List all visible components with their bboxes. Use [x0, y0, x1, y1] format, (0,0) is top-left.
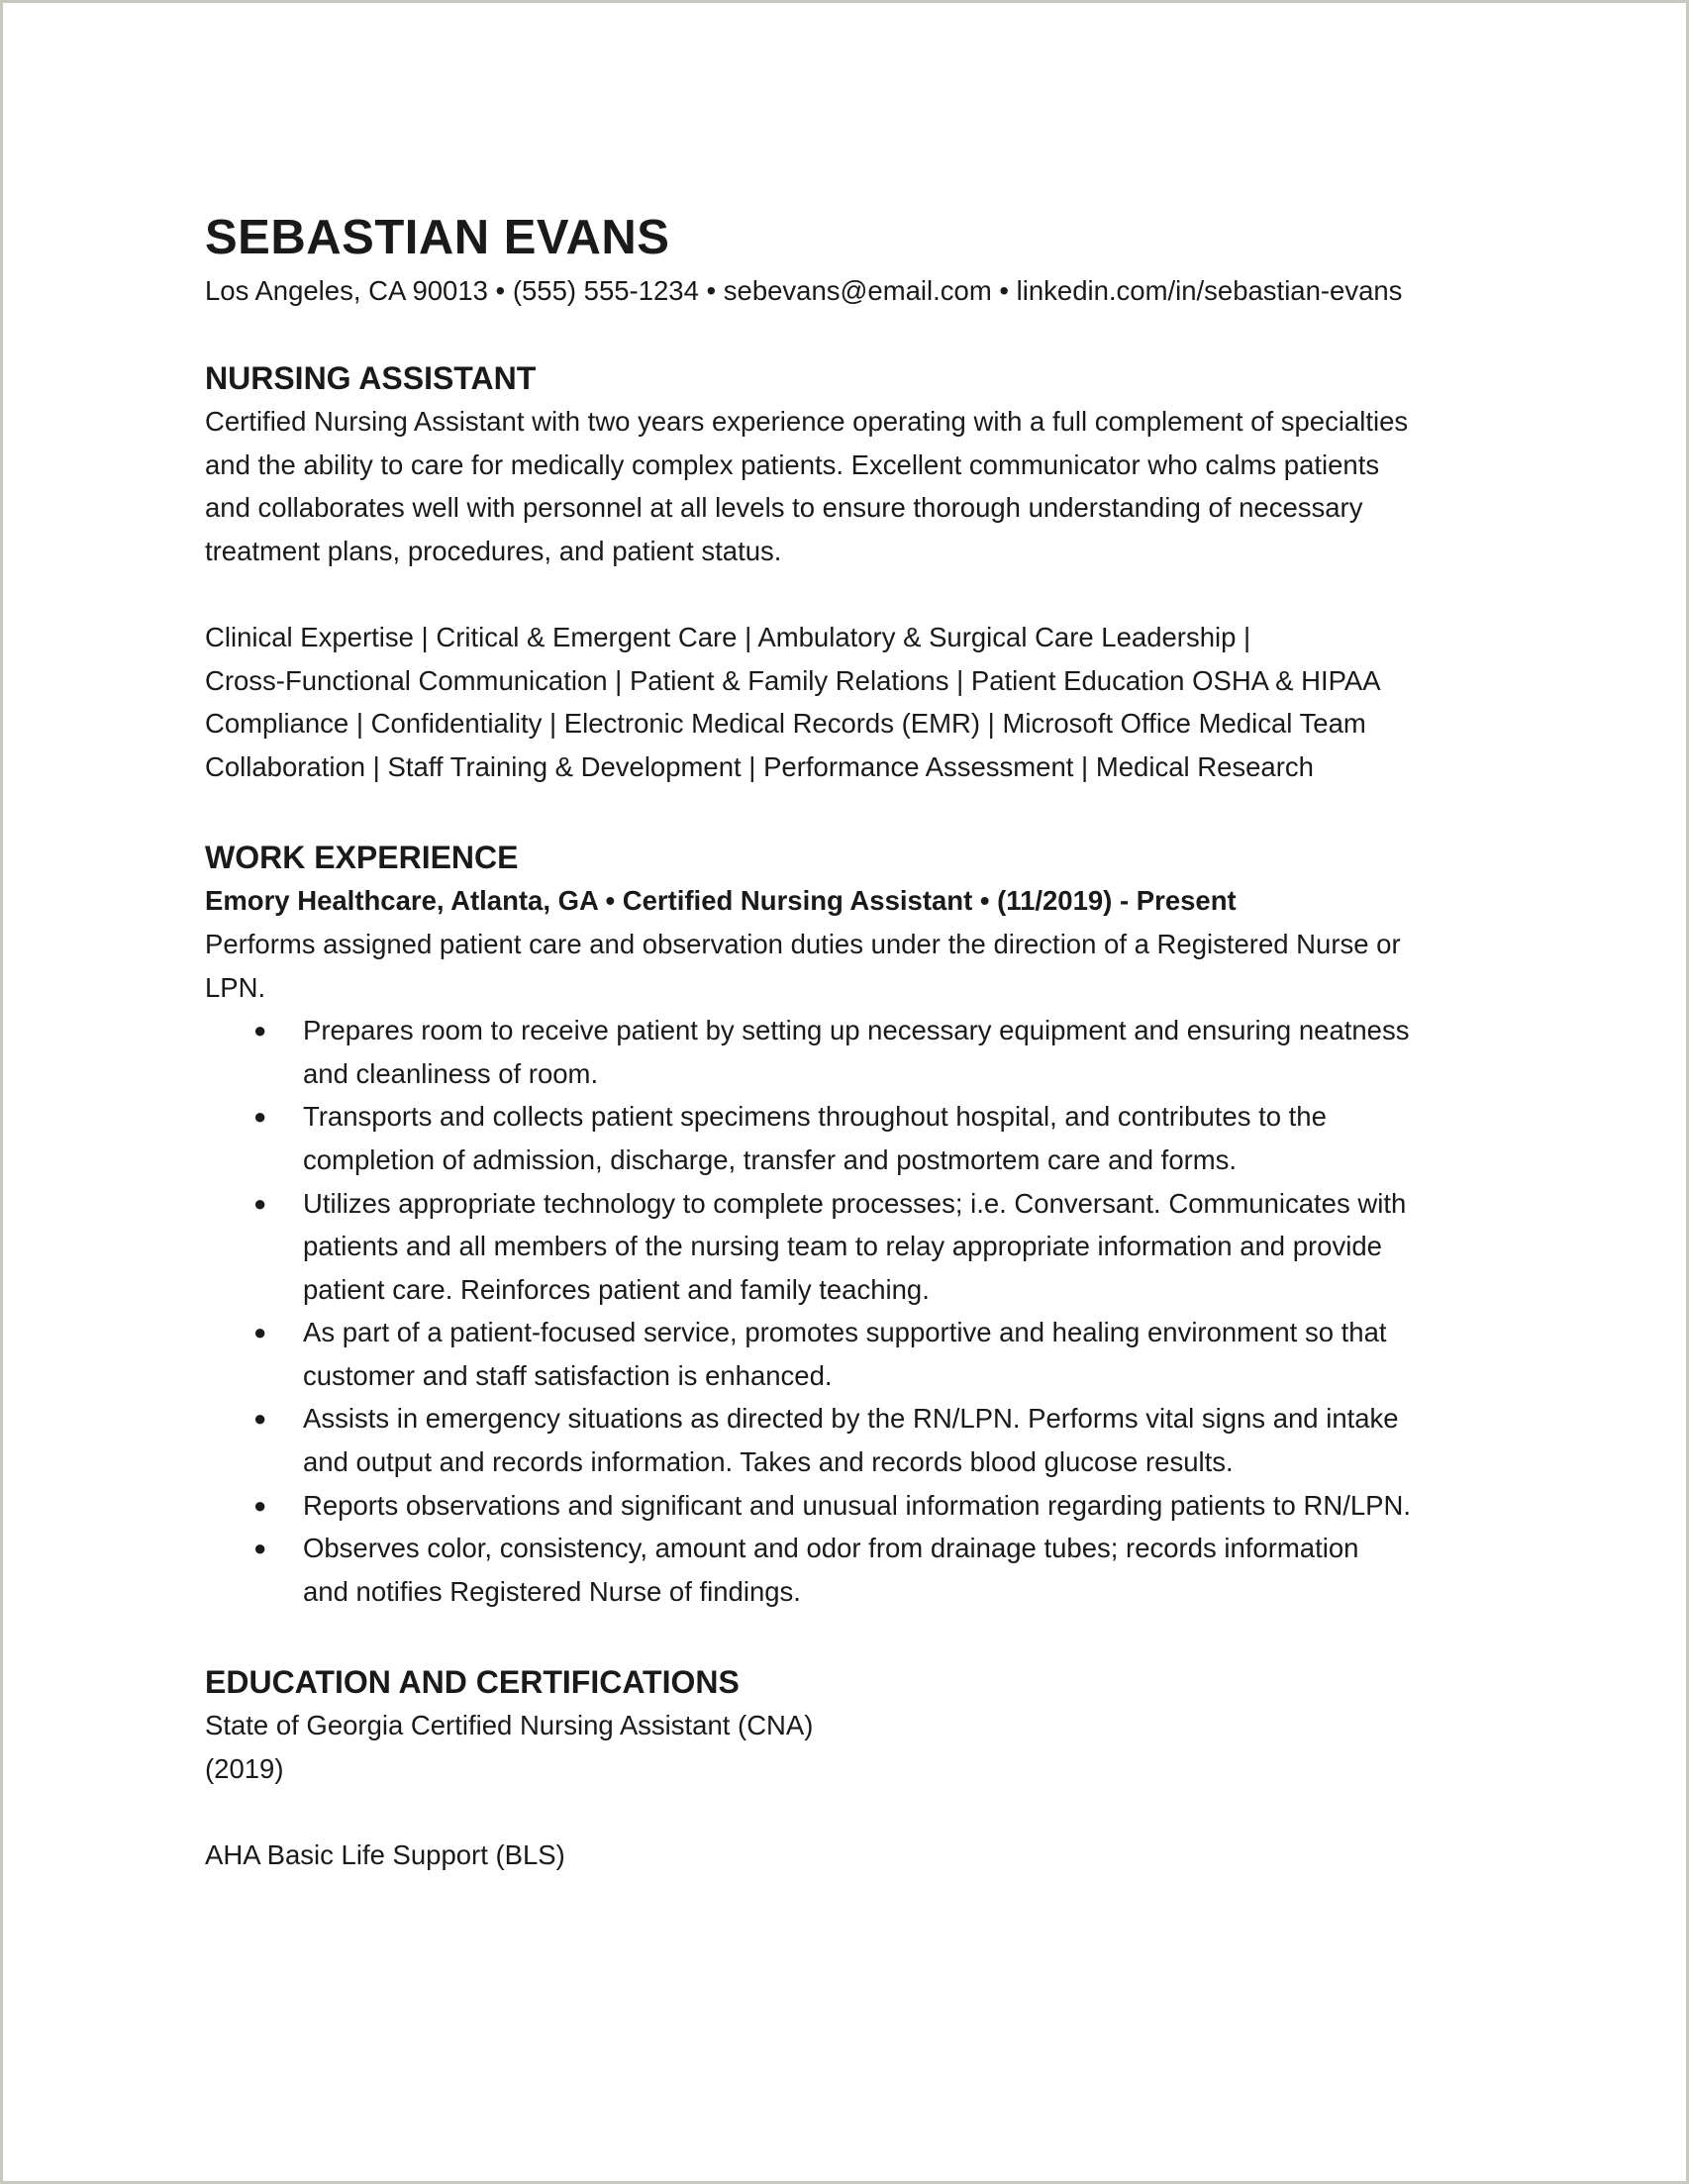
education-title: EDUCATION AND CERTIFICATIONS — [205, 1664, 740, 1701]
skills-line: Cross-Functional Communication | Patient & Family Relations | Patient Education OSHA & HIPAA — [205, 664, 1381, 696]
skills-line: Compliance | Confidentiality | Electronic Medical Records (EMR) | Microsoft Office Medical Team — [205, 708, 1366, 740]
bullet-line: Utilizes appropriate technology to complete processes; i.e. Conversant. Communicates with — [303, 1187, 1407, 1219]
bullet-line: patient care. Reinforces patient and family teaching. — [303, 1273, 930, 1305]
resume-content — [205, 206, 1512, 1877]
certification-bls: AHA Basic Life Support (BLS) — [205, 1839, 565, 1871]
skills-line: Clinical Expertise | Critical & Emergent Care | Ambulatory & Surgical Care Leadership | — [205, 621, 1251, 652]
bullet-icon: ● — [253, 1104, 267, 1130]
job-description — [205, 923, 1512, 1009]
bullet-icon: ● — [253, 1492, 267, 1518]
list-item — [205, 1009, 1512, 1095]
bullet-line: Reports observations and significant and unusual information regarding patients to RN/LPN. — [303, 1489, 1411, 1521]
job-header: Emory Healthcare, Atlanta, GA • Certified Nursing Assistant • (11/2019) - Present — [205, 885, 1237, 917]
bullet-icon: ● — [253, 1190, 267, 1216]
list-item — [205, 1182, 1512, 1312]
bullet-line: and output and records information. Takes and records blood glucose results. — [303, 1446, 1234, 1478]
work-experience-title: WORK EXPERIENCE — [205, 840, 519, 876]
skills-paragraph — [205, 616, 1512, 788]
list-item — [205, 1095, 1512, 1181]
list-item — [205, 1527, 1512, 1613]
bullet-line: and cleanliness of room. — [303, 1057, 599, 1089]
bullet-line: completion of admission, discharge, transfer and postmortem care and forms. — [303, 1143, 1238, 1175]
summary-line: treatment plans, procedures, and patient status. — [205, 535, 782, 566]
bullet-icon: ● — [253, 1406, 267, 1432]
bullet-line: Observes color, consistency, amount and odor from drainage tubes; records information — [303, 1533, 1359, 1564]
summary-line: Certified Nursing Assistant with two years experience operating with a full complement of specialties — [205, 406, 1409, 437]
bullet-icon: ● — [253, 1536, 267, 1561]
summary-line: and collaborates well with personnel at all levels to ensure thorough understanding of necessary — [205, 492, 1363, 524]
bullet-line: Transports and collects patient specimens throughout hospital, and contributes to the — [303, 1101, 1327, 1133]
bullet-line: customer and staff satisfaction is enhanced. — [303, 1359, 833, 1391]
job-description-line: LPN. — [205, 971, 266, 1003]
certification-cna — [205, 1704, 1512, 1790]
certification-year: (2019) — [205, 1753, 284, 1785]
bullet-line: and notifies Registered Nurse of findings. — [303, 1575, 801, 1607]
bullet-line: patients and all members of the nursing team to relay appropriate information and provide — [303, 1231, 1382, 1262]
skills-line: Collaboration | Staff Training & Development | Performance Assessment | Medical Research — [205, 750, 1314, 782]
certification-name: State of Georgia Certified Nursing Assistant (CNA) — [205, 1710, 814, 1741]
candidate-name: SEBASTIAN EVANS — [205, 211, 670, 264]
list-item — [205, 1397, 1512, 1483]
list-item — [205, 1484, 1512, 1528]
bullet-line: As part of a patient-focused service, promotes supportive and healing environment so that — [303, 1317, 1387, 1348]
summary-line: and the ability to care for medically complex patients. Excellent communicator who calms patients — [205, 448, 1380, 480]
bullet-line: Assists in emergency situations as directed by the RN/LPN. Performs vital signs and intake — [303, 1403, 1399, 1435]
job-duties-list — [205, 1009, 1512, 1613]
bullet-icon: ● — [253, 1018, 267, 1043]
bullet-line: Prepares room to receive patient by setting up necessary equipment and ensuring neatness — [303, 1015, 1410, 1046]
bullet-icon: ● — [253, 1320, 267, 1345]
job-description-line: Performs assigned patient care and observation duties under the direction of a Registered Nurse or — [205, 928, 1401, 959]
contact-info: Los Angeles, CA 90013 • (555) 555-1234 • sebevans@email.com • linkedin.com/in/sebastian-evans — [205, 275, 1403, 306]
spacer — [205, 1791, 1512, 1835]
summary-paragraph — [205, 400, 1512, 572]
list-item — [205, 1311, 1512, 1397]
summary-title: NURSING ASSISTANT — [205, 360, 537, 396]
